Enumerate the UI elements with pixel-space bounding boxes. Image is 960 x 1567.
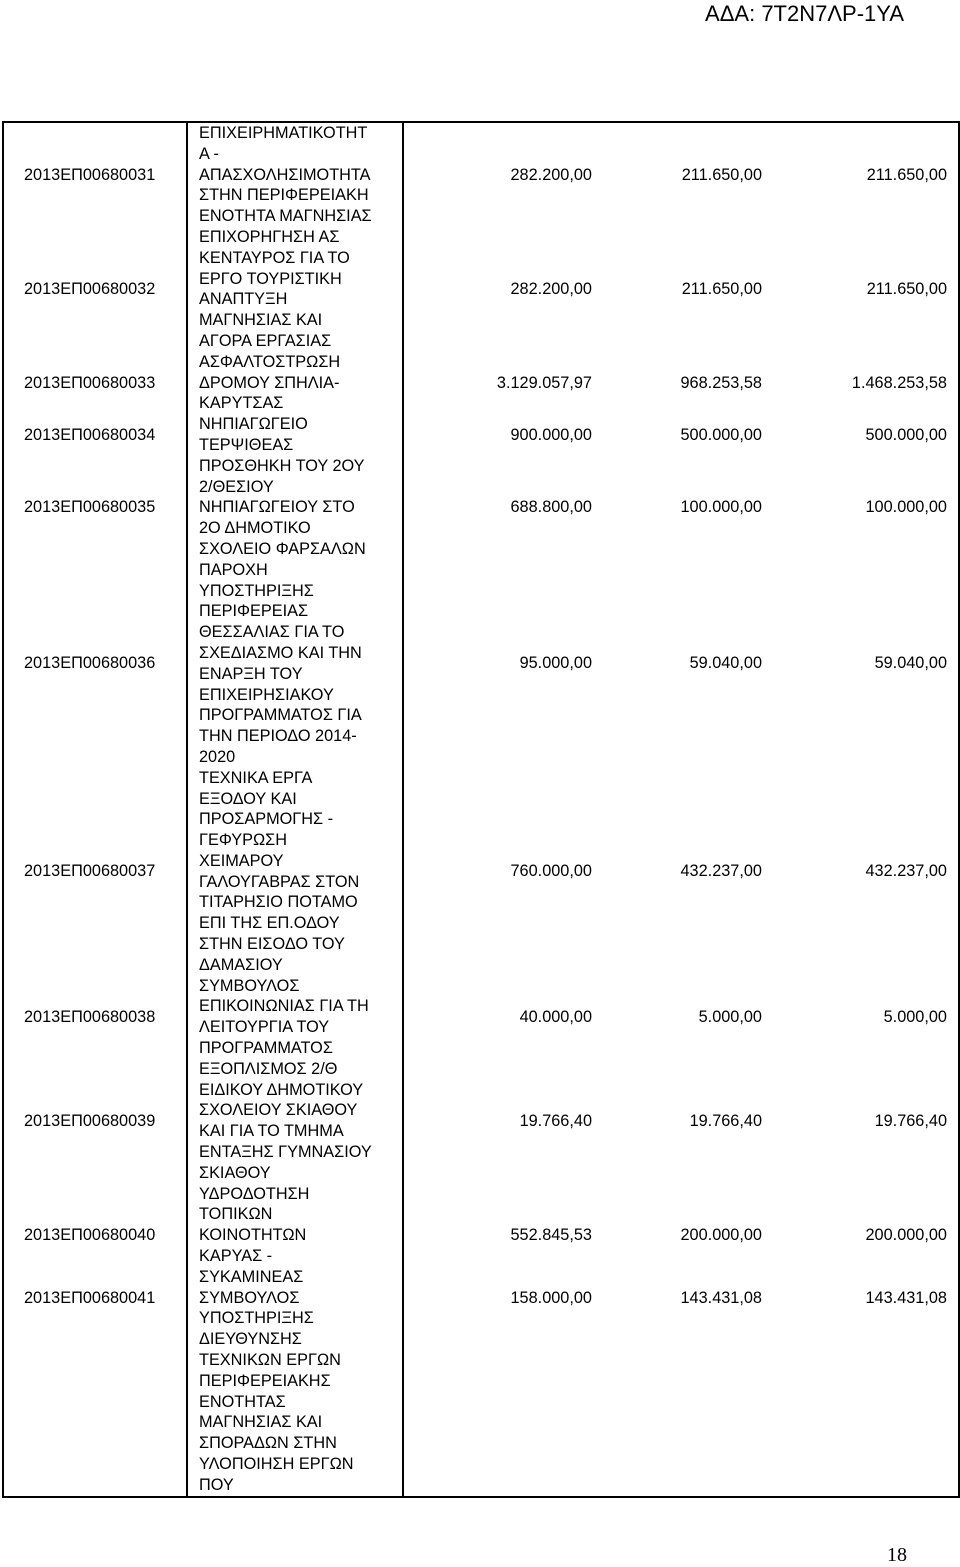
- budget-cell: 552.845,53: [510, 1226, 592, 1245]
- budget-cell: 19.766,40: [519, 1111, 592, 1130]
- description-line: ΕΠΙΧΕΙΡΗΣΙΑΚΟΥ: [199, 685, 334, 704]
- description-line: ΕΙΔΙΚΟΥ ΔΗΜΟΤΙΚΟΥ: [199, 1080, 364, 1099]
- amount-total-cell: 211.650,00: [773, 227, 959, 352]
- table-row: [3, 1184, 959, 1288]
- description-line: ΚΑΡΥΤΣΑΣ: [199, 394, 284, 413]
- amount-cell: 211.650,00: [603, 122, 773, 227]
- description-line: ΑΝΑΠΤΥΞΗ: [199, 290, 288, 309]
- page-number: 18: [887, 1544, 907, 1566]
- description-line: ΥΠΟΣΤΗΡΙΞΗΣ: [199, 1309, 314, 1328]
- description-line: ΕΠΙΧΕΙΡΗΜΑΤΙΚΟΤΗΤ: [199, 124, 368, 142]
- description-line: ΥΛΟΠΟΙΗΣΗ ΕΡΓΩΝ: [199, 1455, 354, 1473]
- description-line: ΚΑΡΥΑΣ -: [199, 1247, 273, 1266]
- table-row: [3, 456, 959, 560]
- description-line: ΓΕΦΥΡΩΣΗ: [199, 831, 288, 850]
- amount-cell: 432.237,00: [680, 862, 762, 881]
- description-line: ΣΠΟΡΑΔΩΝ ΣΤΗΝ: [199, 1434, 337, 1453]
- ada-code: ΑΔΑ: 7Τ2Ν7ΛΡ-1ΥΑ: [705, 1, 904, 26]
- project-description-cell: [187, 768, 403, 976]
- description-line: ΔΑΜΑΣΙΟΥ: [199, 955, 283, 974]
- description-line: ΣΧΟΛΕΙΟ ΦΑΡΣΑΛΩΝ: [199, 539, 366, 558]
- table-row: [3, 227, 959, 352]
- budget-cell: 95.000,00: [519, 654, 592, 673]
- description-line: ΠΡΟΣΑΡΜΟΓΗΣ -: [199, 810, 334, 829]
- amount-cell: 143.431,08: [603, 1288, 773, 1497]
- description-line: ΥΠΟΣΤΗΡΙΞΗΣ: [199, 581, 314, 600]
- description-line: ΠΕΡΙΦΕΡΕΙΑΚΗΣ: [199, 1371, 331, 1390]
- amount-total-cell: 59.040,00: [773, 560, 959, 768]
- description-line: ΠΑΡΟΧΗ: [199, 560, 268, 579]
- description-line: ΤΟΠΙΚΩΝ: [199, 1205, 273, 1224]
- description-line: ΠΡΟΓΡΑΜΜΑΤΟΣ ΓΙΑ: [199, 706, 362, 725]
- table-row: [3, 976, 959, 1059]
- description-line: ΠΡΟΓΡΑΜΜΑΤΟΣ: [199, 1039, 333, 1058]
- description-line: ΚΑΙ ΓΙΑ ΤΟ ΤΜΗΜΑ: [199, 1122, 344, 1141]
- table-row: [3, 352, 959, 414]
- project-code-cell: 2013ΕΠ00680038: [3, 976, 187, 1059]
- description-line: ΝΗΠΙΑΓΩΓΕΙΟ: [199, 415, 308, 434]
- project-code-cell: 2013ΕΠ00680034: [3, 414, 187, 456]
- description-line: ΜΑΓΝΗΣΙΑΣ ΚΑΙ: [199, 311, 323, 330]
- description-line: ΤΕΧΝΙΚΑ ΕΡΓΑ: [199, 768, 313, 787]
- description-line: ΣΥΚΑΜΙΝΕΑΣ: [199, 1267, 304, 1286]
- description-line: ΣΥΜΒΟΥΛΟΣ: [199, 976, 300, 995]
- table-row: [3, 122, 959, 227]
- budget-cell: 3.129.057,97: [496, 373, 592, 392]
- project-code-cell: 2013ΕΠ00680036: [3, 560, 187, 768]
- description-line: ΠΡΟΣΘΗΚΗ ΤΟΥ 2ΟΥ: [199, 456, 365, 475]
- amount-total-cell: 5.000,00: [773, 976, 959, 1059]
- project-code-cell: 2013ΕΠ00680037: [3, 768, 187, 976]
- budget-cell: 158.000,00: [403, 1288, 603, 1497]
- description-line: ΔΙΕΥΘΥΝΣΗΣ: [199, 1330, 302, 1349]
- description-line: ΕΠΙΚΟΙΝΩΝΙΑΣ ΓΙΑ ΤΗ: [199, 997, 369, 1016]
- description-line: ΑΣΦΑΛΤΟΣΤΡΩΣΗ: [199, 352, 341, 371]
- description-line: ΤΕΧΝΙΚΩΝ ΕΡΓΩΝ: [199, 1351, 341, 1370]
- description-line: ΣΧΟΛΕΙΟΥ ΣΚΙΑΘΟΥ: [199, 1101, 358, 1120]
- amount-cell: 19.766,40: [689, 1111, 762, 1130]
- description-line: ΥΔΡΟΔΟΤΗΣΗ: [199, 1184, 310, 1203]
- description-line: 2/ΘΕΣΙΟΥ: [199, 477, 274, 496]
- project-description-cell: [187, 1184, 403, 1288]
- project-description-cell: [187, 414, 403, 456]
- amount-cell: 211.650,00: [681, 279, 762, 298]
- project-description-cell: [187, 456, 403, 560]
- amount-total-cell: 143.431,08: [773, 1288, 959, 1497]
- project-description-cell: [187, 1059, 403, 1184]
- description-line: ΤΕΡΨΙΘΕΑΣ: [199, 435, 294, 454]
- amount-total-cell: 200.000,00: [773, 1184, 959, 1288]
- description-line: ΕΝΟΤΗΤΑΣ: [199, 1392, 286, 1411]
- budget-cell: 688.800,00: [510, 498, 592, 517]
- budget-cell: 760.000,00: [510, 862, 592, 881]
- description-line: ΣΥΜΒΟΥΛΟΣ: [199, 1288, 300, 1307]
- project-code-cell: 2013ΕΠ00680031: [3, 122, 187, 227]
- description-line: ΕΠΙΧΟΡΗΓΗΣΗ ΑΣ: [199, 227, 340, 246]
- amount-total-cell: 100.000,00: [773, 456, 959, 560]
- table-row: [3, 414, 959, 456]
- description-line: ΘΕΣΣΑΛΙΑΣ ΓΙΑ ΤΟ: [199, 623, 345, 642]
- description-line: ΕΞΟΔΟΥ ΚΑΙ: [199, 789, 297, 808]
- description-line: ΤΗΝ ΠΕΡΙΟΔΟ 2014-: [199, 727, 357, 746]
- description-line: ΝΗΠΙΑΓΩΓΕΙΟΥ ΣΤΟ: [199, 498, 355, 517]
- description-line: ΠΕΡΙΦΕΡΕΙΑΣ: [199, 602, 309, 621]
- description-line: ΓΑΛΟΥΓΑΒΡΑΣ ΣΤΟΝ: [199, 872, 360, 891]
- description-line: ΚΟΙΝΟΤΗΤΩΝ: [199, 1226, 307, 1245]
- project-code-cell: 2013ΕΠ00680039: [3, 1059, 187, 1184]
- project-code-cell: 2013ΕΠ00680033: [3, 352, 187, 414]
- description-line: ΧΕΙΜΑΡΟΥ: [199, 851, 284, 870]
- amount-total-cell: 211.650,00: [773, 122, 959, 227]
- description-line: ΕΡΓΟ ΤΟΥΡΙΣΤΙΚΗ: [199, 269, 342, 288]
- description-line: ΕΝΟΤΗΤΑ ΜΑΓΝΗΣΙΑΣ: [199, 207, 372, 226]
- project-code-cell: 2013ΕΠ00680041: [3, 1288, 187, 1497]
- description-line: 2020: [199, 747, 236, 766]
- project-code-cell: 2013ΕΠ00680040: [3, 1184, 187, 1288]
- description-line: ΕΝΑΡΞΗ ΤΟΥ: [199, 664, 303, 683]
- budget-cell: 40.000,00: [519, 1007, 592, 1026]
- amount-total-cell: 500.000,00: [773, 414, 959, 456]
- budget-cell: 282.200,00: [403, 122, 603, 227]
- description-line: ΕΞΟΠΛΙΣΜΟΣ 2/Θ: [199, 1059, 338, 1078]
- description-line: ΑΓΟΡΑ ΕΡΓΑΣΙΑΣ: [199, 331, 332, 350]
- table-row: [3, 1288, 959, 1497]
- project-description-cell: [187, 352, 403, 414]
- amount-cell: 100.000,00: [680, 498, 762, 517]
- table-row: [3, 768, 959, 976]
- description-line: ΔΡΟΜΟΥ ΣΠΗΛΙΑ-: [199, 373, 340, 392]
- description-line: ΣΤΗΝ ΠΕΡΙΦΕΡΕΙΑΚΗ: [199, 186, 369, 205]
- description-line: 2Ο ΔΗΜΟΤΙΚΟ: [199, 519, 311, 538]
- projects-table: [2, 121, 958, 1498]
- description-line: ΛΕΙΤΟΥΡΓΙΑ ΤΟΥ: [199, 1018, 330, 1037]
- amount-cell: 500.000,00: [680, 425, 762, 444]
- budget-cell: 900.000,00: [510, 425, 592, 444]
- amount-cell: 200.000,00: [680, 1226, 762, 1245]
- project-code-cell: 2013ΕΠ00680035: [3, 456, 187, 560]
- table-row: [3, 1059, 959, 1184]
- description-line: ΤΙΤΑΡΗΣΙΟ ΠΟΤΑΜΟ: [199, 893, 358, 912]
- amount-total-cell: 19.766,40: [773, 1059, 959, 1184]
- project-description-cell: [187, 560, 403, 768]
- description-line: Α -: [199, 144, 219, 163]
- description-line: ΑΠΑΣΧΟΛΗΣΙΜΟΤΗΤΑ: [199, 165, 371, 184]
- description-line: ΠΟΥ: [199, 1475, 234, 1494]
- amount-cell: 968.253,58: [680, 373, 762, 392]
- project-code-cell: 2013ΕΠ00680032: [3, 227, 187, 352]
- description-line: ΣΚΙΑΘΟΥ: [199, 1163, 271, 1182]
- project-description-cell: [187, 976, 403, 1059]
- amount-cell: 59.040,00: [689, 654, 762, 673]
- description-line: ΣΧΕΔΙΑΣΜΟ ΚΑΙ ΤΗΝ: [199, 643, 362, 662]
- description-line: ΣΤΗΝ ΕΙΣΟΔΟ ΤΟΥ: [199, 935, 345, 954]
- budget-cell: 282.200,00: [510, 279, 592, 298]
- amount-cell: 5.000,00: [698, 1007, 762, 1026]
- project-description-cell: [187, 122, 403, 227]
- description-line: ΕΠΙ ΤΗΣ ΕΠ.ΟΔΟΥ: [199, 914, 340, 933]
- description-line: ΚΕΝΤΑΥΡΟΣ ΓΙΑ ΤΟ: [199, 248, 350, 267]
- table-row: [3, 560, 959, 768]
- description-line: ΜΑΓΝΗΣΙΑΣ ΚΑΙ: [199, 1413, 323, 1432]
- project-description-cell: [187, 227, 403, 352]
- description-line: ΕΝΤΑΞΗΣ ΓΥΜΝΑΣΙΟΥ: [199, 1143, 372, 1162]
- project-description-cell: [187, 1288, 403, 1497]
- amount-total-cell: 432.237,00: [773, 768, 959, 976]
- amount-total-cell: 1.468.253,58: [773, 352, 959, 414]
